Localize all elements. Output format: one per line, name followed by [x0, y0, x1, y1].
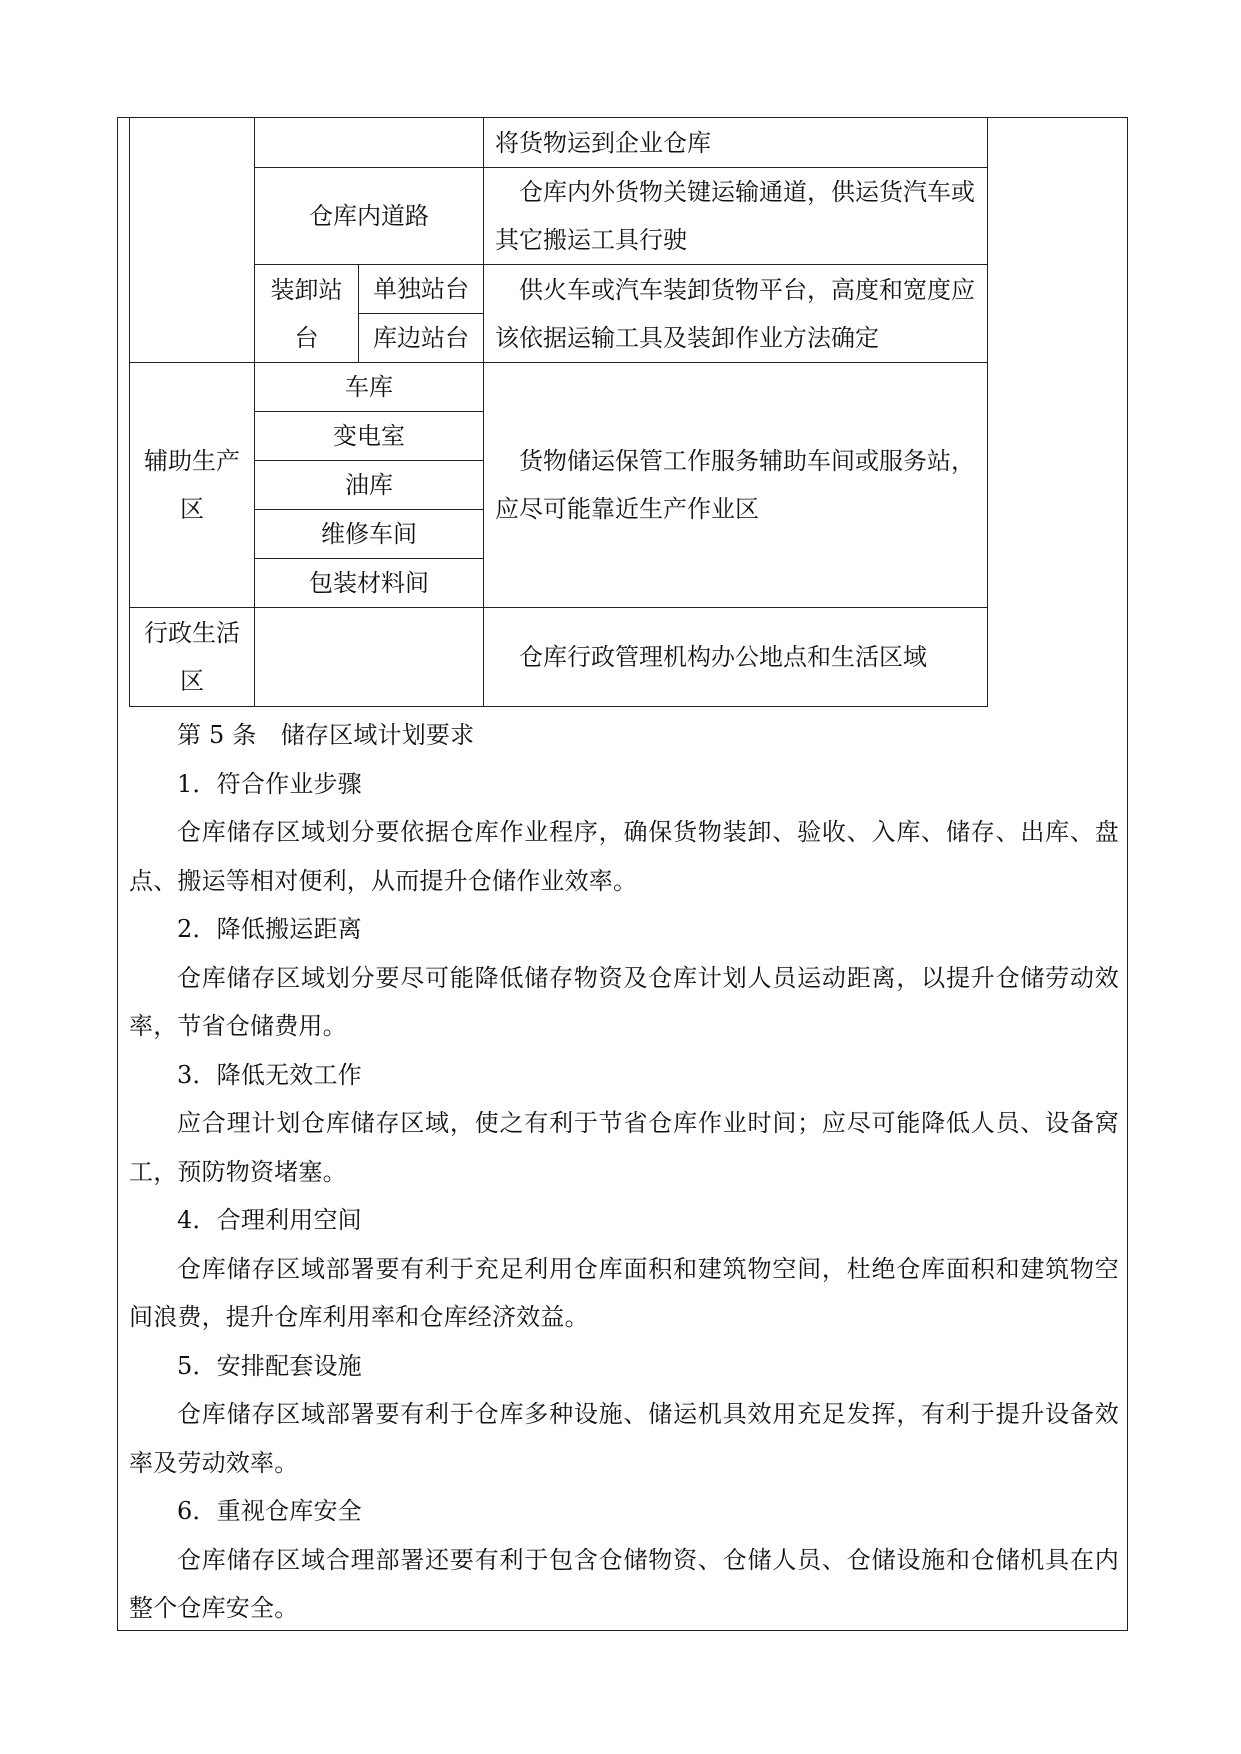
platform-name: 装卸站台 — [255, 265, 359, 363]
aux-desc: 货物储运保管工作服务辅助车间或服务站，应尽可能靠近生产作业区 — [484, 363, 988, 608]
road-desc: 仓库内外货物关键运输通道，供运货汽车或其它搬运工具行驶 — [484, 168, 988, 265]
admin-area: 行政生活区 — [130, 608, 255, 707]
item-paragraph: 仓库储存区域部署要有利于仓库多种设施、储运机具效用充足发挥，有利于提升设备效率及劳动效率。 — [129, 1400, 1119, 1477]
article-heading: 第 5 条 储存区域计划要求 — [177, 721, 475, 749]
platform-side: 库边站台 — [359, 314, 484, 363]
item-paragraph: 仓库储存区域部署要有利于充足利用仓库面积和建筑物空间，杜绝仓库面积和建筑物空间浪费，提升仓库利用率和仓库经济效益。 — [129, 1254, 1119, 1331]
item-paragraph: 仓库储存区域划分要尽可能降低储存物资及仓库计划人员运动距离，以提升仓储劳动效率，节省仓储费用。 — [129, 963, 1119, 1040]
item-heading: 1．符合作业步骤 — [177, 769, 362, 798]
item-paragraph: 仓库储存区域合理部署还要有利于包含仓储物资、仓储人员、仓储设施和仓储机具在内整个仓库安全。 — [129, 1545, 1119, 1622]
item-heading: 2．降低搬运距离 — [177, 915, 362, 943]
area-cell-production-cont — [130, 118, 255, 363]
aux-item: 维修车间 — [255, 510, 484, 559]
road-name: 仓库内道路 — [255, 168, 484, 265]
aux-item: 油库 — [255, 461, 484, 510]
platform-single: 单独站台 — [359, 265, 484, 314]
aux-item: 包装材料间 — [255, 559, 484, 608]
admin-item-empty — [255, 608, 484, 707]
item-paragraph: 仓库储存区域划分要依据仓库作业程序，确保货物装卸、验收、入库、储存、出库、盘点、搬运等相对便利，从而提升仓储作业效率。 — [129, 818, 1119, 895]
item-heading: 4．合理利用空间 — [177, 1206, 362, 1234]
item-paragraph: 应合理计划仓库储存区域，使之有利于节省仓库作业时间；应尽可能降低人员、设备窝工，预防物资堵塞。 — [129, 1109, 1119, 1186]
item-heading: 6．重视仓库安全 — [177, 1497, 362, 1525]
item-heading: 3．降低无效工作 — [177, 1060, 362, 1089]
aux-area: 辅助生产区 — [130, 363, 255, 608]
platform-desc: 供火车或汽车装卸货物平台，高度和宽度应该依据运输工具及装卸作业方法确定 — [484, 265, 988, 363]
aux-item: 变电室 — [255, 412, 484, 461]
aux-item: 车库 — [255, 363, 484, 412]
body-text — [129, 711, 1119, 1633]
warehouse-zones-table — [129, 117, 988, 707]
transport-desc: 将货物运到企业仓库 — [484, 118, 988, 168]
admin-desc: 仓库行政管理机构办公地点和生活区域 — [484, 608, 988, 707]
item-heading: 5．安排配套设施 — [177, 1351, 362, 1380]
item-cell-empty — [255, 118, 484, 168]
